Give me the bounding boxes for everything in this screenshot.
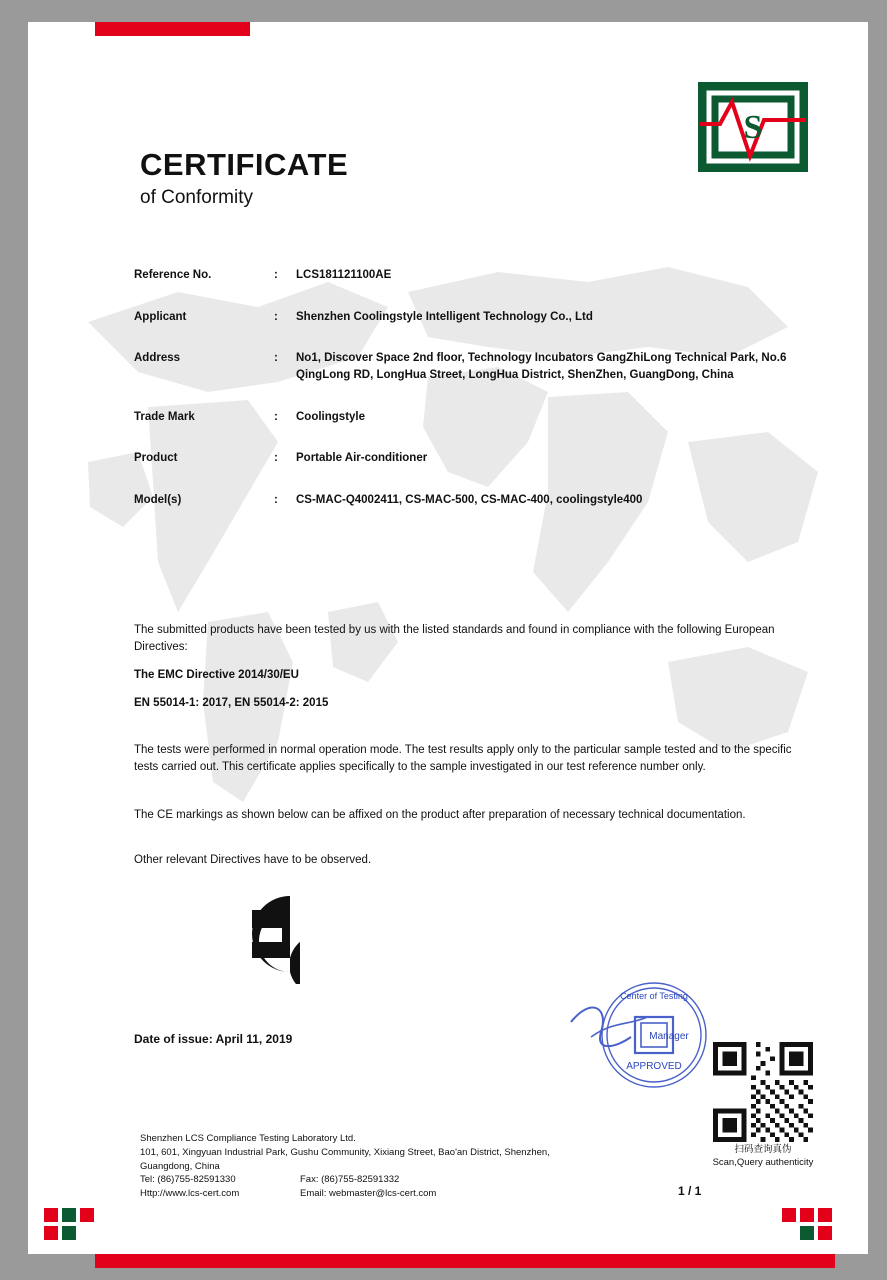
bottom-red-bar (95, 1254, 835, 1268)
paragraph-other-directives: Other relevant Directives have to be observed. (134, 854, 372, 866)
corner-mark-bl-5 (44, 1226, 58, 1240)
footer-email[interactable]: Email: webmaster@lcs-cert.com (300, 1188, 437, 1200)
field-label-product: Product (134, 452, 178, 465)
field-label-trade-mark: Trade Mark (134, 410, 195, 423)
top-red-bar (95, 22, 250, 36)
footer (140, 1132, 550, 1201)
certificate-fields (134, 267, 814, 534)
corner-mark-bl-2 (62, 1208, 76, 1222)
footer-company: Shenzhen LCS Compliance Testing Laboratory Ltd. (140, 1133, 356, 1144)
footer-contacts (140, 1173, 550, 1187)
field-colon: : (274, 494, 278, 507)
corner-mark-br-5 (818, 1226, 832, 1240)
stamp-manager-label: Manager (649, 1031, 689, 1042)
page-subtitle: of Conformity (140, 187, 253, 208)
field-label-reference-no: Reference No. (134, 269, 212, 281)
footer-web (140, 1187, 550, 1201)
field-value-models: CS-MAC-Q4002411, CS-MAC-500, CS-MAC-400, coolingstyle400 (296, 494, 643, 507)
field-colon: : (274, 269, 278, 281)
footer-address-line1: 101, 601, Xingyuan Industrial Park, Gushu Community, Xixiang Street, Bao'an District, Shenzhen, (140, 1146, 550, 1158)
ce-mark-icon (140, 884, 300, 984)
page-title: CERTIFICATE (140, 147, 349, 182)
field-label-applicant: Applicant (134, 310, 187, 323)
footer-address-line2: Guangdong, China (140, 1160, 220, 1172)
svg-text:S: S (743, 109, 763, 146)
footer-http[interactable]: Http://www.lcs-cert.com (140, 1188, 240, 1200)
field-label-address: Address (134, 352, 181, 365)
directive-line: The EMC Directive 2014/30/EU (134, 669, 299, 681)
corner-mark-bl-1 (44, 1208, 58, 1222)
field-value-address: No1, Discover Space 2nd floor, Technology Incubators GangZhiLong Technical Park, No.6 QingLong RD, LongHua Street, LongHua District, ShenZhen, GuangDong, China (296, 352, 787, 382)
stamp-ring-bottom: APPROVED (626, 1061, 682, 1072)
field-colon: : (274, 452, 278, 465)
paragraph-intro: The submitted products have been tested by us with the listed standards and found in compliance with the following European Directives: (134, 624, 775, 654)
corner-mark-bl-4 (62, 1226, 76, 1240)
field-row (134, 492, 814, 509)
field-value-applicant: Shenzhen Coolingstyle Intelligent Technology Co., Ltd (296, 310, 593, 323)
corner-mark-br-1 (782, 1208, 796, 1222)
field-colon: : (274, 410, 278, 423)
standards-line: EN 55014-1: 2017, EN 55014-2: 2015 (134, 697, 329, 709)
field-row (134, 267, 814, 284)
corner-mark-br-3 (818, 1208, 832, 1222)
qr-caption (683, 1144, 843, 1170)
qr-code[interactable] (713, 1042, 813, 1142)
footer-fax: Fax: (86)755-82591332 (300, 1174, 400, 1186)
paragraph-marking: The CE markings as shown below can be affixed on the product after preparation of necessary technical documentation. (134, 809, 746, 821)
field-value-product: Portable Air-conditioner (296, 452, 428, 465)
field-row (134, 450, 814, 467)
date-of-issue: Date of issue: April 11, 2019 (134, 1032, 293, 1046)
corner-mark-br-2 (800, 1208, 814, 1222)
qr-caption-en: Scan,Query authenticity (712, 1156, 814, 1168)
field-value-reference-no: LCS181121100AE (296, 269, 392, 281)
lcs-logo-icon (698, 82, 808, 172)
corner-mark-bl-3 (80, 1208, 94, 1222)
footer-tel: Tel: (86)755-82591330 (140, 1174, 236, 1186)
field-row (134, 350, 814, 383)
field-row (134, 309, 814, 326)
qr-caption-cn: 扫码查询真伪 (734, 1144, 792, 1155)
field-value-trade-mark: Coolingstyle (296, 410, 366, 423)
corner-mark-br-4 (800, 1226, 814, 1240)
certificate-sheet (28, 22, 868, 1254)
approval-stamp (561, 977, 731, 1102)
field-row (134, 409, 814, 426)
page-number: 1 / 1 (678, 1184, 702, 1198)
field-colon: : (274, 352, 278, 365)
paragraph-tests: The tests were performed in normal operation mode. The test results apply only to the particular sample tested and to the specific tests carried out. This certificate applies specifically to the sample investigated in our test reference number only. (134, 744, 792, 774)
stamp-ring-top: Center of Testing (620, 991, 688, 1001)
field-colon: : (274, 310, 278, 323)
field-label-models: Model(s) (134, 494, 182, 507)
